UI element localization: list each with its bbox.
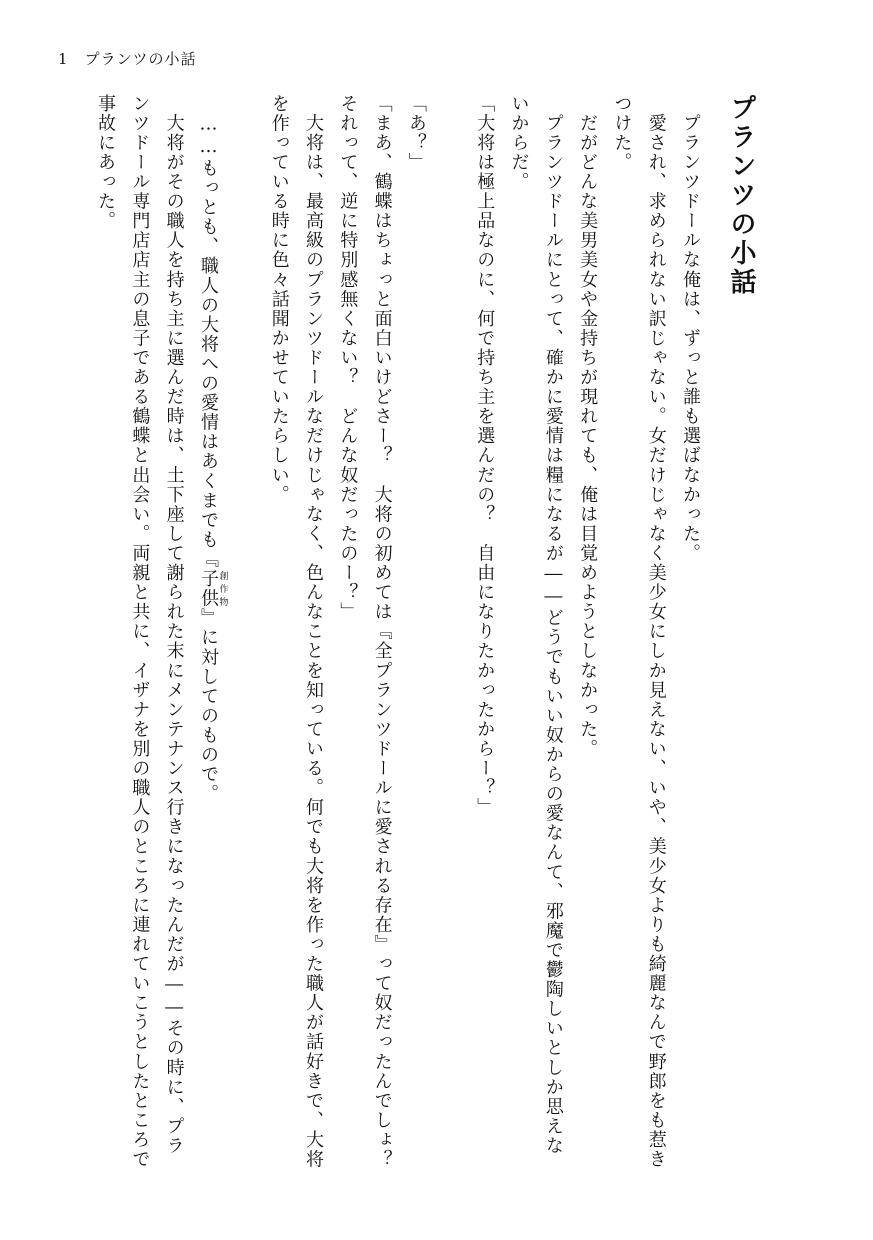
paragraph-text: ……もっとも、職人の大将への愛情はあくまでも『: [197, 94, 219, 570]
running-header-title: プランツの小話: [84, 50, 197, 68]
ruby-annotation: [197, 569, 228, 609]
paragraph-with-ruby: [191, 94, 228, 1174]
paragraph: だがどんな美男美女や金持ちが現れても、俺は目覚めようとしなかった。: [577, 94, 599, 759]
paragraph: プランツドールな俺は、ずっと誰も選ばなかった。: [680, 94, 701, 564]
paragraph: プランツドールにとって、確かに愛情は糧になるが――どうでもいい奴からの愛なんて、邪魔で鬱陶しいとしか思えないからだ。: [508, 94, 564, 1156]
running-header: [58, 48, 197, 69]
paragraph-text: 』に対してのもので。: [197, 608, 219, 804]
paragraph: 愛され、求められない訳じゃない。女だけじゃなく美少女にしか見えない、いや、美少女よりも綺麗なんで野郎をも惹きつけた。: [611, 94, 667, 1170]
dialogue-line: 「大将は極上品なのに、何で持ち主を選んだの？ 自由になりたかったからー？」: [474, 94, 496, 818]
page-number: 1: [58, 50, 69, 68]
ruby-reading: 創作物: [217, 569, 228, 609]
vertical-body-text: [81, 94, 761, 1189]
paragraph: 大将は、最高級のプランツドールなだけじゃなく、色んなことを知っている。何でも大将を作った職人が話好きで、大将を作っている時に色々話聞かせていたらしい。: [268, 94, 325, 1170]
dialogue-line: 「あ？」: [405, 94, 427, 173]
paragraph: 大将がその職人を持ち主に選んだ時は、土下座して謝られた末にメンテナンス行きになったんだが――その時に、プランツドール専門店店主の息子である鶴蝶と出会い。両親と共に、イザナを別の職人のところに連れていこうとしたところで事故にあった。: [95, 94, 185, 1170]
chapter-title: プランツの小話: [726, 94, 756, 297]
ruby-base-text: 子供: [197, 569, 219, 609]
dialogue-line: 「まあ、鶴蝶はちょっと面白いけどさー？ 大将の初めては『全プランツドールに愛される存在』って奴だったんでしょ？ それって、逆に特別感無くない？ どんな奴だったのー？」: [337, 94, 393, 1189]
